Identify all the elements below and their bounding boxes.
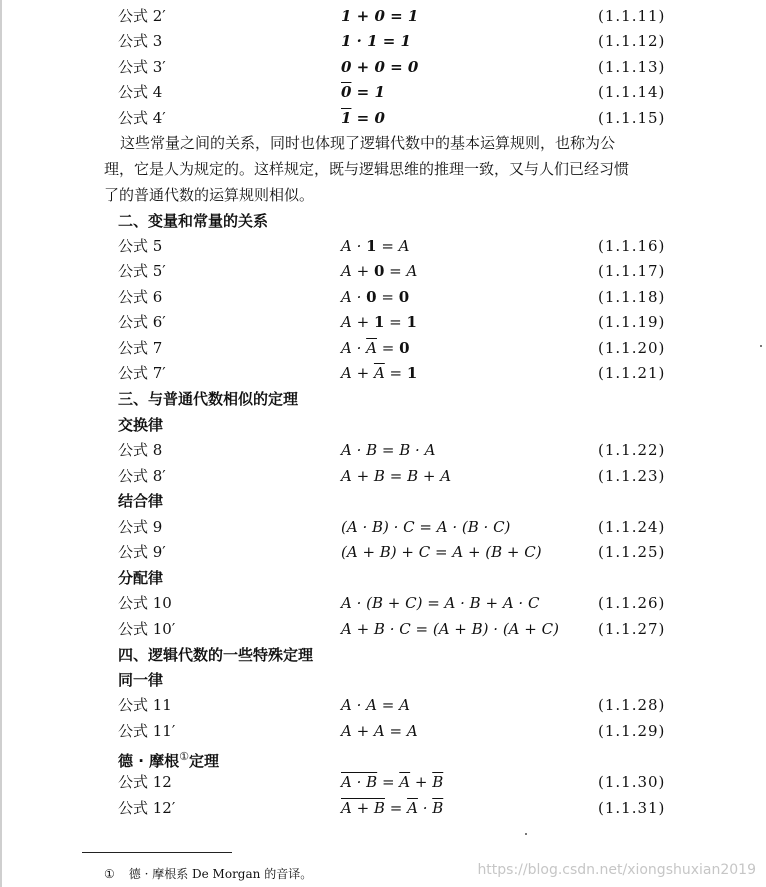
formula-expression: (A + B) + C = A + (B + C) [341, 543, 542, 561]
formula-row [0, 336, 766, 360]
formula-expression: A + 1 = 1 [341, 313, 417, 331]
formula-expression: A + B · C = (A + B) · (A + C) [341, 620, 559, 638]
formula-row [0, 617, 766, 641]
paragraph [104, 130, 684, 208]
equation-number: (1.1.28) [598, 696, 666, 714]
formula-row [0, 80, 766, 104]
equation-number: (1.1.24) [598, 518, 666, 536]
formula-name: 公式 7 [118, 339, 163, 357]
section-heading: 四、逻辑代数的一些特殊定理 [118, 646, 314, 664]
formula-name: 公式 6 [118, 288, 163, 306]
formula-row [0, 770, 766, 794]
formula-row [0, 55, 766, 79]
equation-number: (1.1.12) [598, 32, 666, 50]
formula-expression: A · (B + C) = A · B + A · C [341, 594, 540, 612]
paragraph-line: 理，它是人为规定的。这样规定，既与逻辑思维的推理一致，又与人们已经习惯 [104, 160, 630, 178]
formula-expression: $A \cdot \overline{A} = 0$ [341, 339, 410, 357]
formula-expression: 0 = 1 [341, 83, 385, 101]
formula-row [0, 796, 766, 820]
formula-row [0, 106, 766, 130]
formula-name: 公式 5 [118, 237, 163, 255]
equation-number: (1.1.16) [598, 237, 666, 255]
formula-name: 公式 4 [118, 83, 163, 101]
formula-row [0, 515, 766, 539]
subsection-heading-text: 德 · 摩根 [118, 752, 180, 770]
equation-number: (1.1.20) [598, 339, 666, 357]
formula-expression: A + B = B + A [341, 467, 452, 485]
equation-number: (1.1.23) [598, 467, 666, 485]
formula-name: 公式 3′ [118, 58, 166, 76]
equation-number: (1.1.17) [598, 262, 666, 280]
section-heading: 三、与普通代数相似的定理 [118, 390, 299, 408]
formula-row [0, 591, 766, 615]
formula-expression: $A + B = \overline{A} \cdot \overline{B}$ [341, 799, 444, 817]
formula-name: 公式 11′ [118, 722, 176, 740]
formula-name: 公式 7′ [118, 364, 166, 382]
formula-name: 公式 3 [118, 32, 163, 50]
equation-number: (1.1.15) [598, 109, 666, 127]
equation-number: (1.1.19) [598, 313, 666, 331]
equation-number: (1.1.22) [598, 441, 666, 459]
formula-row [0, 693, 766, 717]
equation-number: (1.1.18) [598, 288, 666, 306]
equation-number: (1.1.27) [598, 620, 666, 638]
equation-number: (1.1.25) [598, 543, 666, 561]
formula-row [0, 719, 766, 743]
formula-row [0, 464, 766, 488]
formula-expression: $A \cdot B = \overline{A} + \overline{B}$ [341, 773, 444, 791]
formula-name: 公式 10 [118, 594, 172, 612]
footnote-mark: ① [104, 867, 115, 881]
scan-speck [760, 345, 762, 347]
formula-name: 公式 12 [118, 773, 172, 791]
formula-row [0, 4, 766, 28]
equation-number: (1.1.13) [598, 58, 666, 76]
formula-expression: A + 0 = A [341, 262, 418, 280]
formula-name: 公式 9′ [118, 543, 166, 561]
formula-expression: 1 + 0 = 1 [341, 7, 419, 25]
formula-row [0, 361, 766, 385]
section-heading: 二、变量和常量的关系 [118, 212, 269, 230]
formula-name: 公式 5′ [118, 262, 166, 280]
formula-name: 公式 9 [118, 518, 163, 536]
equation-number: (1.1.30) [598, 773, 666, 791]
formula-expression: 1 = 0 [341, 109, 385, 127]
formula-row [0, 438, 766, 462]
formula-name: 公式 8′ [118, 467, 166, 485]
formula-row [0, 234, 766, 258]
equation-number: (1.1.14) [598, 83, 666, 101]
formula-expression: A · A = A [341, 696, 410, 714]
footnote-divider [82, 852, 232, 853]
formula-row [0, 540, 766, 564]
subsection-heading [118, 745, 219, 773]
formula-name: 公式 4′ [118, 109, 166, 127]
formula-row [0, 310, 766, 334]
watermark: https://blog.csdn.net/xiongshuxian2019 [477, 862, 756, 878]
footnote-marker: ① [179, 750, 190, 763]
formula-expression: 0 + 0 = 0 [341, 58, 419, 76]
equation-number: (1.1.31) [598, 799, 666, 817]
formula-expression: $A + \overline{A} = 1$ [341, 364, 418, 382]
formula-row [0, 29, 766, 53]
subsection-heading: 交换律 [118, 416, 164, 434]
formula-row [0, 285, 766, 309]
formula-name: 公式 6′ [118, 313, 166, 331]
paragraph-line: 这些常量之间的关系，同时也体现了逻辑代数中的基本运算规则，也称为公 [120, 134, 616, 152]
formula-name: 公式 10′ [118, 620, 176, 638]
formula-name: 公式 12′ [118, 799, 176, 817]
formula-expression: A + A = A [341, 722, 418, 740]
subsection-heading-tail: 定理 [189, 752, 220, 770]
scan-speck [525, 833, 527, 835]
formula-expression: A · B = B · A [341, 441, 436, 459]
formula-name: 公式 11 [118, 696, 172, 714]
formula-expression: A · 1 = A [341, 237, 410, 255]
formula-row [0, 259, 766, 283]
formula-name: 公式 2′ [118, 7, 166, 25]
formula-expression: (A · B) · C = A · (B · C) [341, 518, 511, 536]
equation-number: (1.1.21) [598, 364, 666, 382]
subsection-heading: 结合律 [118, 492, 164, 510]
footnote [104, 865, 312, 882]
formula-expression: 1 · 1 = 1 [341, 32, 411, 50]
equation-number: (1.1.26) [598, 594, 666, 612]
equation-number: (1.1.11) [598, 7, 666, 25]
equation-number: (1.1.29) [598, 722, 666, 740]
formula-name: 公式 8 [118, 441, 163, 459]
subsection-heading: 同一律 [118, 671, 164, 689]
footnote-text: 德 · 摩根系 De Morgan 的音译。 [128, 867, 313, 881]
paragraph-line: 了的普通代数的运算规则相似。 [104, 186, 315, 204]
formula-expression: A · 0 = 0 [341, 288, 410, 306]
subsection-heading: 分配律 [118, 569, 164, 587]
